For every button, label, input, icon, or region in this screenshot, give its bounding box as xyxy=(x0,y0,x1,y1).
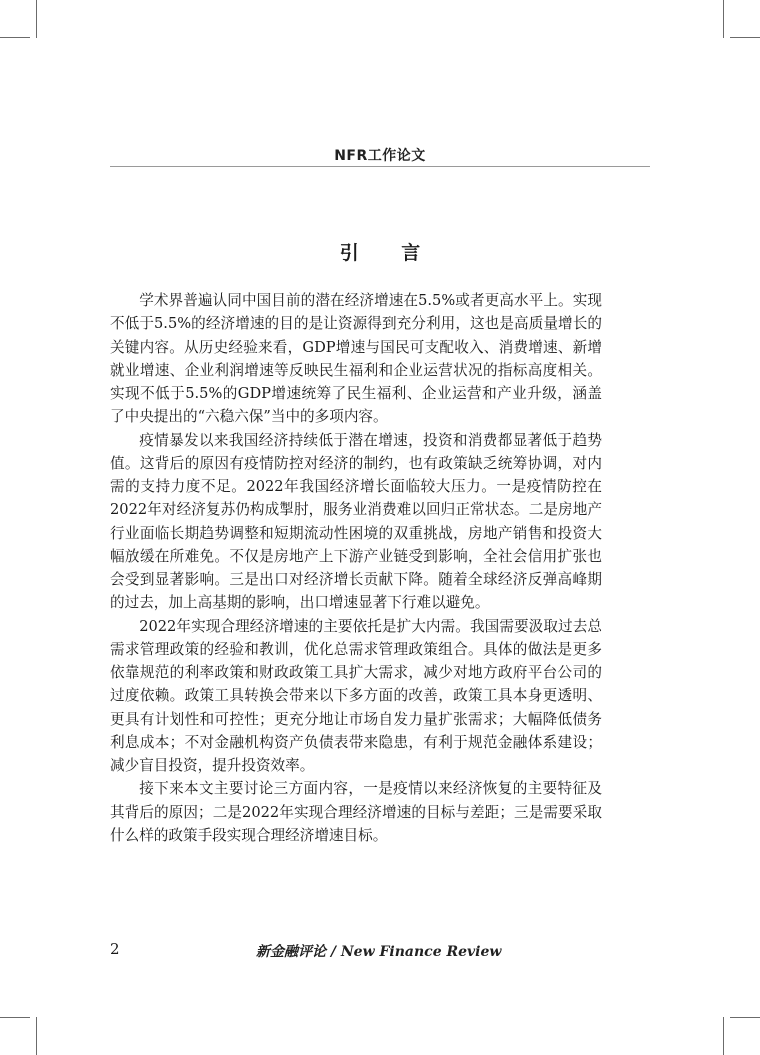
crop-mark xyxy=(36,0,37,38)
crop-mark xyxy=(723,1017,724,1055)
paragraph: 2022年实现合理经济增速的主要依托是扩大内需。我国需要汲取过去总需求管理政策的经验和教训，优化总需求管理政策组合。具体的做法是更多依靠规范的利率政策和财政政策工具扩大需求，减少对地方政府平台公司的过度依赖。政策工具转换会带来以下多方面的改善，政策工具本身更透明、更具有计划性和可控性；更充分地让市场自发力量扩张需求；大幅降低债务利息成本；不对金融机构资产负债表带来隐患，有利于规范金融体系建设；减少盲目投资，提升投资效率。 xyxy=(110,617,602,774)
crop-mark xyxy=(723,0,724,38)
paragraph: 学术界普遍认同中国目前的潜在经济增速在5.5%或者更高水平上。实现不低于5.5%的经济增速的目的是让资源得到充分利用，这也是高质量增长的关键内容。从历史经验来看，GDP增速与国民可支配收入、消费增速、新增就业增速、企业利润增速等反映民生福利和企业运营状况的指标高度相关。实现不低于5.5%的GDP增速统筹了民生福利、企业运营和产业升级，涵盖了中央提出的“六稳六保”当中的多项内容。 xyxy=(110,292,602,426)
paragraph: 疫情暴发以来我国经济持续低于潜在增速，投资和消费都显著低于趋势值。这背后的原因有疫情防控对经济的制约，也有政策缺乏统筹协调，对内需的支持力度不足。2022年我国经济增长面临较大压力。一是疫情防控在2022年对经济复苏仍构成掣肘，服务业消费难以回归正常状态。二是房地产行业面临长期趋势调整和短期流动性困境的双重挑战，房地产销售和投资大幅放缓在所难免。不仅是房地产上下游产业链受到影响，全社会信用扩张也会受到显著影响。三是出口对经济增长贡献下降。随着全球经济反弹高峰期的过去，加上高基期的影响，出口增速显著下行难以避免。 xyxy=(110,431,602,612)
crop-mark xyxy=(0,37,30,38)
running-header: NFR工作论文 xyxy=(334,148,426,164)
body-text xyxy=(110,289,602,847)
crop-mark xyxy=(730,1017,760,1018)
journal-title: 新金融评论 / New Finance Review xyxy=(256,944,502,960)
crop-mark xyxy=(0,1017,30,1018)
page-number: 2 xyxy=(110,940,120,958)
paragraph: 接下来本文主要讨论三方面内容，一是疫情以来经济恢复的主要特征及其背后的原因；二是2022年实现合理经济增速的目标与差距；三是需要采取什么样的政策手段实现合理经济增速目标。 xyxy=(110,780,602,844)
header-divider xyxy=(110,166,650,167)
crop-mark xyxy=(36,1017,37,1055)
section-title: 引 言 xyxy=(339,242,439,264)
crop-mark xyxy=(730,37,760,38)
